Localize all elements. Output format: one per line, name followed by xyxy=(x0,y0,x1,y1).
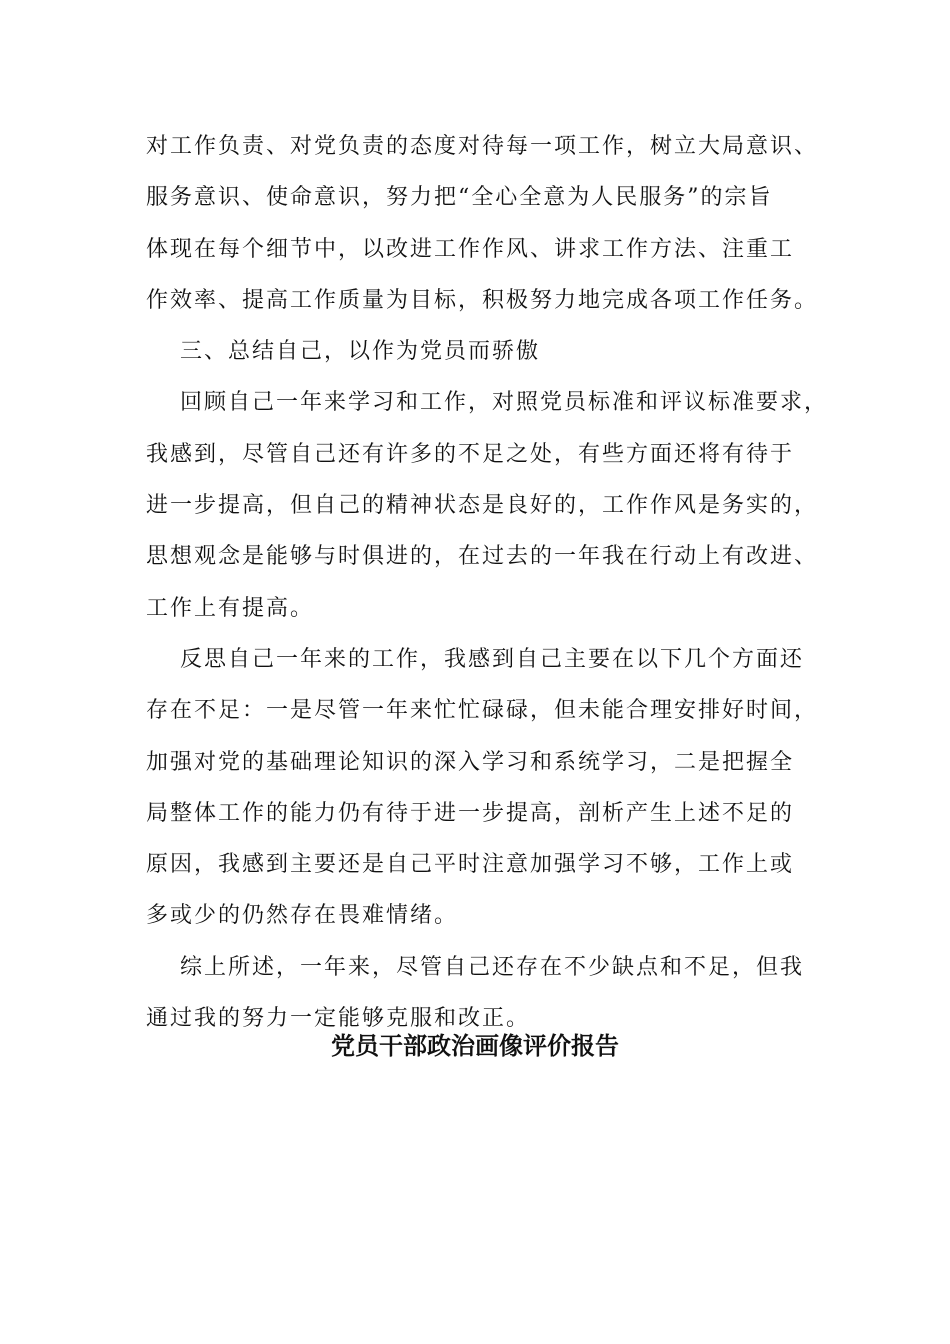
text-line-1: 对工作负责、对党负责的态度对待每一项工作，树立大局意识、 xyxy=(146,134,819,159)
text-line-2: 服务意识、使命意识，努力把“全心全意为人民服务”的宗旨 xyxy=(146,185,773,211)
text-line-15: 原因，我感到主要还是自己平时注意加强学习不够，工作上或 xyxy=(146,852,795,878)
text-line-8: 进一步提高，但自己的精神状态是良好的，工作作风是务实的， xyxy=(146,493,819,519)
text-line-11: 反思自己一年来的工作，我感到自己主要在以下几个方面还 xyxy=(180,646,805,672)
section-heading-3: 三、总结自己，以作为党员而骄傲 xyxy=(180,339,541,365)
text-line-7: 我感到，尽管自己还有许多的不足之处，有些方面还将有待于 xyxy=(146,441,795,467)
text-line-10: 工作上有提高。 xyxy=(146,595,315,621)
text-line-3: 体现在每个细节中，以改进工作作风、讲求工作方法、注重工 xyxy=(146,236,795,262)
text-line-13: 加强对党的基础理论知识的深入学习和系统学习，二是把握全 xyxy=(146,749,795,775)
text-line-16: 多或少的仍然存在畏难情绪。 xyxy=(146,903,459,929)
body-text xyxy=(146,128,829,1051)
report-title: 党员干部政治画像评价报告 xyxy=(331,1032,619,1060)
text-line-9: 思想观念是能够与时俱进的，在过去的一年我在行动上有改进、 xyxy=(146,544,819,570)
text-line-17: 综上所述，一年来，尽管自己还存在不少缺点和不足，但我 xyxy=(180,954,805,980)
text-line-14: 局整体工作的能力仍有待于进一步提高，剖析产生上述不足的 xyxy=(146,800,795,826)
text-line-4: 作效率、提高工作质量为目标，积极努力地完成各项工作任务。 xyxy=(146,287,819,313)
text-line-6: 回顾自己一年来学习和工作，对照党员标准和评议标准要求， xyxy=(180,390,829,416)
text-line-12: 存在不足：一是尽管一年来忙忙碌碌，但未能合理安排好时间， xyxy=(146,698,819,724)
text-line-18: 通过我的努力一定能够克服和改正。 xyxy=(146,1006,531,1032)
